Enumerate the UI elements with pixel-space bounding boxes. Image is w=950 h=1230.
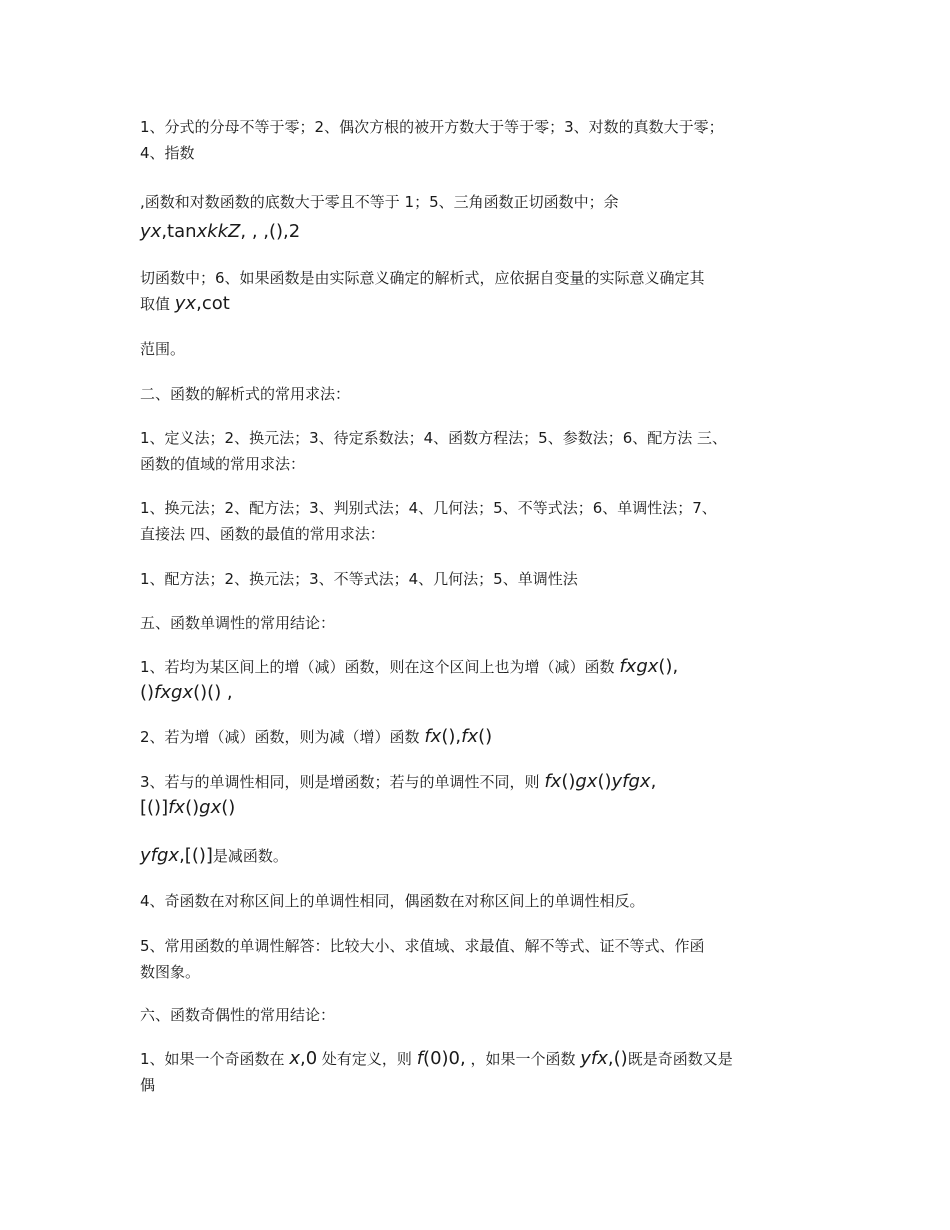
formula: fx <box>461 726 479 747</box>
heading-text: 五、函数单调性的常用结论： <box>140 614 336 632</box>
text-line <box>140 769 820 795</box>
formula: ,tan <box>161 221 197 242</box>
formula-line <box>140 680 820 706</box>
text: 3、若与的单调性相同，则是增函数；若与的单调性不同，则 <box>140 773 545 791</box>
formula-line <box>140 795 820 821</box>
formula: [()] <box>140 797 169 818</box>
formula: fx <box>424 726 442 747</box>
text: 1、如果一个奇函数在 <box>140 1050 290 1068</box>
text: 函数的值域的常用求法： <box>140 455 306 473</box>
formula: ()() , <box>193 682 233 703</box>
text: 1、分式的分母不等于零；2、偶次方根的被开方数大于等于零；3、对数的真数大于零； <box>140 118 724 136</box>
formula: fxgx <box>154 682 194 703</box>
formula: gx <box>199 797 222 818</box>
text-line <box>140 888 820 914</box>
formula: x <box>289 1048 300 1069</box>
text-line <box>140 189 820 215</box>
text-line <box>140 933 820 959</box>
formula: ,() <box>607 1048 628 1069</box>
text: 1、配方法；2、换元法；3、不等式法；4、几何法；5、单调性法 <box>140 570 578 588</box>
text: 1、换元法；2、配方法；3、判别式法；4、几何法；5、不等式法；6、单调性法；7、 <box>140 499 717 517</box>
formula: , , ,(),2 <box>240 221 301 242</box>
text: 4、奇函数在对称区间上的单调性相同，偶函数在对称区间上的单调性相反。 <box>140 892 645 910</box>
text: ,函数和对数函数的底数大于零且不等于 1；5、三角函数正切函数中；余 <box>140 193 619 211</box>
formula: yx <box>140 221 162 242</box>
formula: xkkZ <box>196 221 241 242</box>
text: 5、常用函数的单调性解答：比较大小、求值域、求最值、解不等式、证不等式、作函 <box>140 937 705 955</box>
text-line <box>140 291 820 317</box>
formula: (), <box>441 726 462 747</box>
formula: () <box>561 771 576 792</box>
section-heading <box>140 610 820 636</box>
heading-text: 二、函数的解析式的常用求法： <box>140 385 351 403</box>
text: 范围。 <box>140 340 186 358</box>
text-line <box>140 265 820 291</box>
text: 偶 <box>140 1076 156 1094</box>
formula: () <box>478 726 493 747</box>
text: 取值 <box>140 295 175 313</box>
text-line <box>140 425 820 451</box>
text-line <box>140 1046 820 1072</box>
formula: yx <box>174 293 197 314</box>
formula: () <box>221 797 236 818</box>
text-line <box>140 959 820 985</box>
formula: ,0 <box>299 1048 318 1069</box>
formula: yfx <box>580 1048 608 1069</box>
text-line <box>140 724 820 750</box>
formula: ,cot <box>196 293 230 314</box>
formula: fxgx <box>619 656 659 677</box>
formula: (0)0, <box>423 1048 466 1069</box>
formula: yfgx <box>611 771 651 792</box>
text-line <box>140 843 820 869</box>
formula: yfgx <box>140 845 180 866</box>
text: 切函数中；6、如果函数是由实际意义确定的解析式，应依据自变量的实际意义确定其 <box>140 269 705 287</box>
formula: (), <box>658 656 679 677</box>
formula: fx <box>168 797 186 818</box>
text-line <box>140 336 820 362</box>
formula-line <box>140 219 820 245</box>
text-line <box>140 521 820 547</box>
formula: f <box>416 1048 424 1069</box>
formula: ,[()] <box>179 845 213 866</box>
text: 4、指数 <box>140 144 195 162</box>
heading-text: 六、函数奇偶性的常用结论： <box>140 1006 336 1024</box>
text: 1、定义法；2、换元法；3、待定系数法；4、函数方程法；5、参数法；6、配方法 三、 <box>140 429 728 447</box>
text-line <box>140 140 820 166</box>
text: 1、若均为某区间上的增（减）函数，则在这个区间上也为增（减）函数 <box>140 658 620 676</box>
text: ，如果一个函数 <box>465 1050 581 1068</box>
formula: , <box>650 771 657 792</box>
formula: gx <box>575 771 598 792</box>
formula: () <box>140 682 155 703</box>
text-line <box>140 114 820 140</box>
text-line <box>140 495 820 521</box>
formula: () <box>185 797 200 818</box>
section-heading <box>140 381 820 407</box>
formula: () <box>597 771 612 792</box>
text: 是减函数。 <box>212 847 288 865</box>
text: 2、若为增（减）函数，则为减（增）函数 <box>140 728 425 746</box>
text: 既是奇函数又是 <box>627 1050 733 1068</box>
formula: fx <box>544 771 562 792</box>
text-line <box>140 1072 820 1098</box>
text-line <box>140 654 820 680</box>
text-line <box>140 566 820 592</box>
text: 处有定义，则 <box>317 1050 417 1068</box>
section-heading <box>140 1002 820 1028</box>
text: 直接法 四、函数的最值的常用求法： <box>140 525 385 543</box>
text-line <box>140 451 820 477</box>
text: 数图象。 <box>140 963 201 981</box>
